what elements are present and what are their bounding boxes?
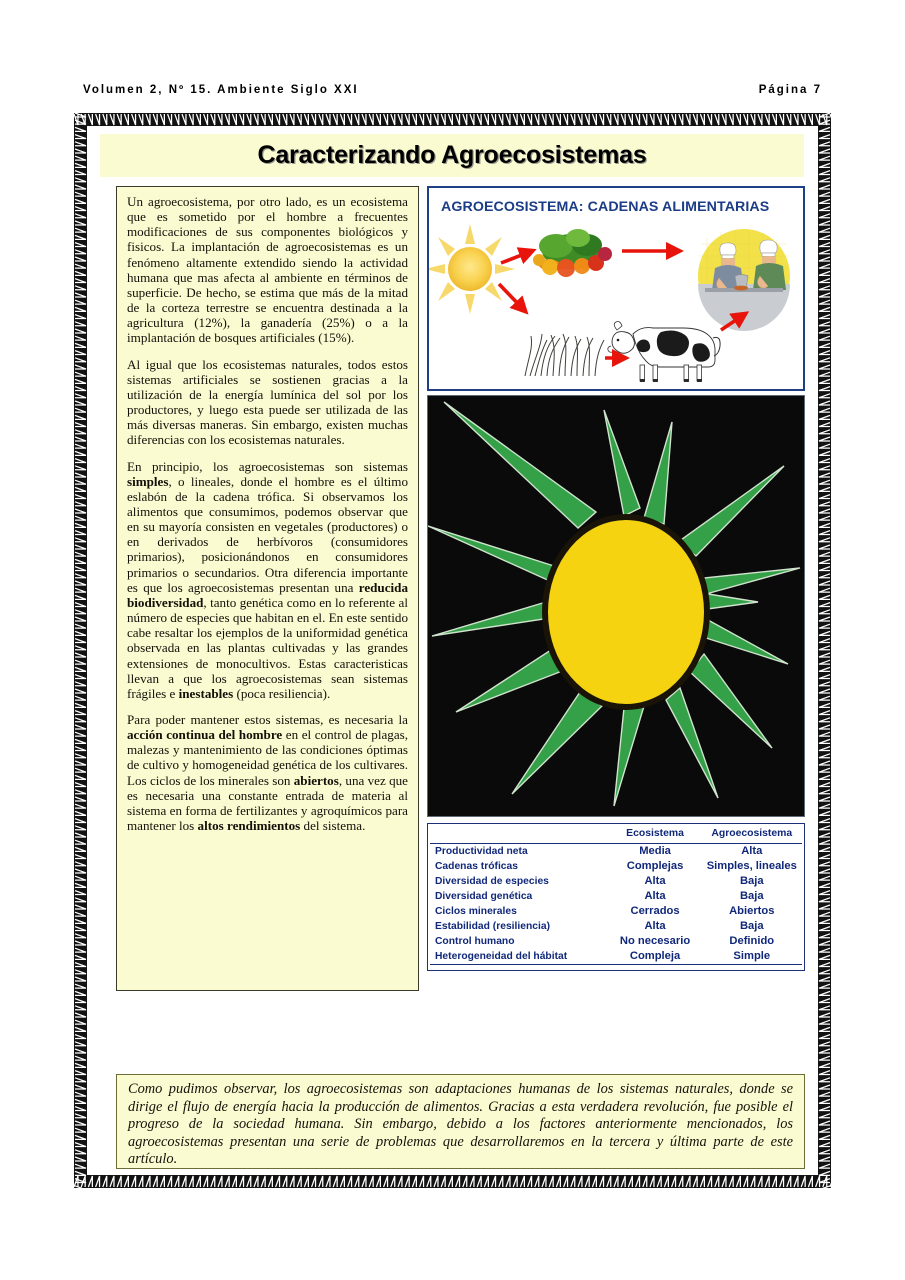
grass-icon — [525, 334, 604, 376]
cell-agroecosistema: Simple — [733, 950, 771, 962]
cell-agroecosistema: Baja — [739, 890, 764, 902]
cell-ecosistema: Alta — [644, 875, 666, 887]
cell-agroecosistema: Abiertos — [729, 905, 775, 917]
cell-ecosistema: Alta — [644, 920, 666, 932]
running-head-volume: Volumen 2, Nº 15. Ambiente Siglo XXI — [83, 84, 359, 96]
column-header-agroecosistema: Agroecosistema — [711, 828, 793, 839]
page-title-banner — [100, 134, 804, 177]
article-text-column — [116, 186, 419, 991]
food-chain-diagram — [429, 218, 803, 389]
row-label: Control humano — [435, 936, 515, 947]
table-row — [430, 844, 802, 860]
article-paragraph: En principio, los agroecosistemas son sistemas simples, o lineales, donde el hombre es el último eslabón de la cadena trófica. Si observamos los alimentos que consumimos, podemos observar que en su mayoría consisten en vegetales (productores) o en derivados de herbívoros (consumidores primarios), posicionándonos en consumidores primarios o secundarios. Otra diferencia importante es que los agroecosistemas presentan una reducida biodiversidad, tanto genética como en lo referente al número de especies que habitan en el. En este sentido cabe resaltar los ejemplos de la uniformidad genética observada en las plantas cultivadas y las grandes extensiones de monocultivos. Estas caracteristicas llevan a que los agroecosistemas sean sistemas frágiles e inestables (poca resiliencia). — [127, 458, 408, 701]
cell-agroecosistema: Definido — [729, 935, 775, 947]
article-paragraph: Un agroecosistema, por otro lado, es un ecosistema que es sometido por el hombre a frecuentes modificaciones de sus componentes biológicos y fisicos. La implantación de agroecosistemas es un fenómeno altamente extendido siendo la actividad humana que mas afecta al ambiente en términos de superficie. De hecho, se estima que más de la mitad de la corteza terrestre se encuentra destinada a la agricultura (12%), la ganadería (25%) o a la implantación de bosques artificiales (15%). — [127, 194, 408, 346]
running-head — [0, 84, 905, 104]
table-header-row — [430, 826, 802, 844]
table-row — [430, 919, 802, 934]
comparison-table-panel — [427, 823, 805, 971]
table-row — [430, 949, 802, 965]
conclusion-text: Como pudimos observar, los agroecosistemas son adaptaciones humanas de los sistemas naturales, donde se dirige el flujo de energía hacia la producción de alimentos. Gracias a esta verdadera revolución, fue posible el progreso de la sociedad humana. Sin embargo, debido a los factores anteriormente mencionados, los agroecosistemas presentan una serie de problemas que desarrollaremos en la tercera y última parte de este artículo. — [128, 1081, 793, 1168]
cell-agroecosistema: Baja — [739, 920, 764, 932]
frame-zigzag-left-icon — [74, 113, 87, 1188]
sun-icon — [429, 224, 515, 314]
row-label: Cadenas tróficas — [435, 861, 518, 872]
cell-ecosistema: Complejas — [626, 860, 684, 872]
table-row — [430, 874, 802, 889]
vegetables-icon — [533, 229, 612, 279]
cell-agroecosistema: Baja — [739, 875, 764, 887]
cell-ecosistema: No necesario — [619, 935, 691, 947]
frame-zigzag-right-icon — [818, 113, 831, 1188]
comparison-table-body — [430, 844, 802, 965]
cell-agroecosistema: Simples, lineales — [706, 860, 797, 872]
article-paragraph: Al igual que los ecosistemas naturales, todos estos sistemas artificiales se sostienen gracias a la utilización de la energía lumínica del sol por los productores, y luego esta puede ser utilizada de las más diversas maneras. Sin embargo, existen muchas diferencias con los ecosistemas naturales. — [127, 356, 408, 448]
comparison-table — [430, 826, 802, 965]
row-label: Ciclos minerales — [435, 906, 517, 917]
food-chain-panel — [427, 186, 805, 391]
cell-ecosistema: Compleja — [629, 950, 681, 962]
row-label: Diversidad genética — [435, 891, 533, 902]
column-header-ecosistema: Ecosistema — [626, 828, 684, 839]
article-paragraph: Para poder mantener estos sistemas, es necesaria la acción continua del hombre en el control de plagas, malezas y mantenimiento de las condiciones óptimas de cultivo y homogeneidad genética de los cultivares. Los ciclos de los minerales son abiertos, una vez que es necesaria una constante entrada de materia al sistema en forma de fertilizantes y agroquímicos para mantener los altos rendimientos del sistema. — [127, 712, 409, 834]
column-header-blank — [430, 826, 609, 844]
table-bottom-pad — [430, 965, 802, 968]
cell-ecosistema: Media — [639, 845, 671, 857]
frame-zigzag-top-icon — [74, 113, 831, 126]
frame-zigzag-bottom-icon — [74, 1175, 831, 1188]
row-label: Diversidad de especies — [435, 876, 549, 887]
sun-illustration-panel — [427, 395, 805, 817]
figures-column — [427, 186, 805, 971]
cow-icon — [608, 322, 720, 383]
food-chain-title: AGROECOSISTEMA: CADENAS ALIMENTARIAS — [441, 199, 770, 215]
table-row — [430, 859, 802, 874]
page-title: Caracterizando Agroecosistemas — [257, 141, 647, 169]
row-label: Estabilidad (resiliencia) — [435, 921, 551, 932]
decorative-frame — [74, 113, 831, 1188]
table-row — [430, 889, 802, 904]
cell-agroecosistema: Alta — [741, 845, 763, 857]
table-row — [430, 934, 802, 949]
cell-ecosistema: Cerrados — [630, 905, 680, 917]
row-label: Heterogeneidad del hábitat — [435, 951, 568, 962]
sun-graphic — [428, 396, 804, 816]
running-head-page: Página 7 — [758, 84, 822, 96]
page-inner — [87, 126, 818, 1175]
cell-ecosistema: Alta — [644, 890, 666, 902]
conclusion-box — [116, 1074, 805, 1169]
table-row — [430, 904, 802, 919]
row-label: Productividad neta — [435, 846, 528, 857]
comparison-table-head — [430, 826, 802, 844]
